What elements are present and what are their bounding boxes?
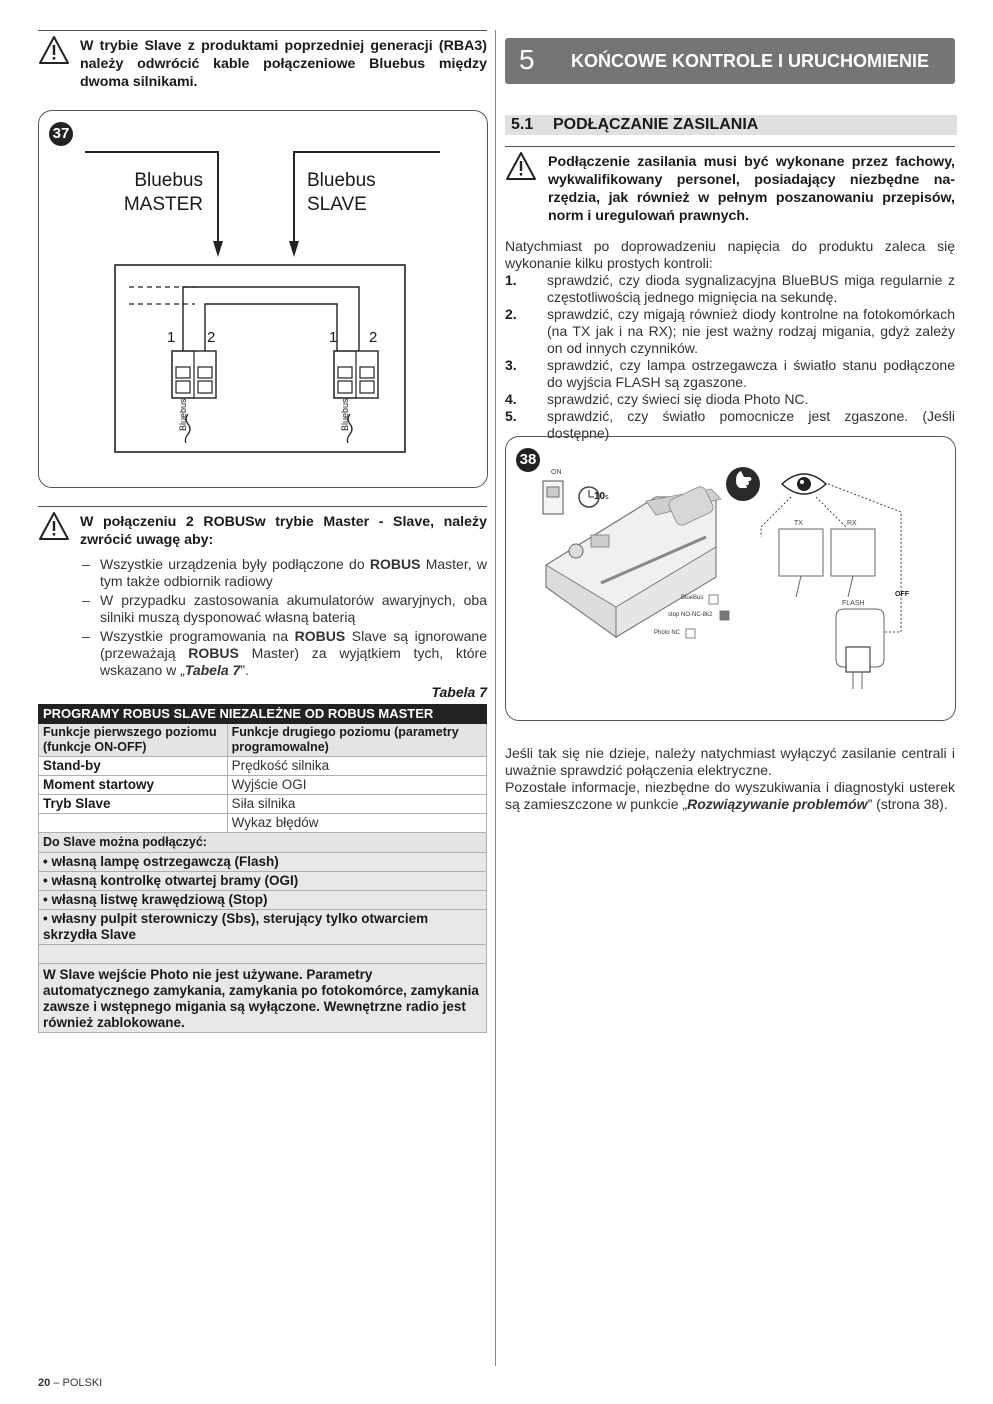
rx-label: RX [847, 520, 857, 527]
table-row: Stand-by Prędkość silnika [39, 757, 487, 776]
warning-qualified-personnel-text: Podłączenie zasilania musi być wykonane przez fachowy, wykwalifikowany personel, posiadający niezbędne narzędzia, jak również w pełnym poszanowaniu przepisów, norm i uregulowań prawnych. [548, 154, 955, 224]
warning-master-slave [38, 506, 487, 549]
column-divider [495, 30, 496, 1366]
list-item: 3. sprawdzić, czy lampa ostrzegawcza i światło stanu podłączone do wyjścia FLASH są zgaszone. [505, 357, 955, 390]
subsection-title: PODŁĄCZANIE ZASILANIA [553, 116, 759, 133]
section-header [505, 38, 955, 84]
table-footer-note: W Slave wejście Photo nie jest używane. Parametry automatycznego zamykania, zamykania po fotokomórce, zamykania zawsze i wstępnego migania są wyłączone. Wewnętrzne radio jest również zablokowane. [39, 964, 487, 1033]
terminal-label-1: 1 [167, 329, 176, 346]
table-connect-header: Do Slave można podłączyć: [39, 833, 487, 853]
page-footer [38, 1377, 102, 1389]
list-item: 5. sprawdzić, czy światło pomocnicze jest zgaszone. (Jeśli dostępne) [505, 408, 955, 441]
table-row: • własną lampę ostrzegawczą (Flash) [39, 853, 487, 872]
bluebus-terminal-label: Bluebus [178, 398, 188, 431]
terminal-label-2: 2 [369, 329, 378, 346]
subsection-number: 5.1 [511, 116, 534, 133]
warning-icon [505, 151, 537, 181]
flash-label: FLASH [842, 600, 865, 607]
power-on-check-illustration [506, 437, 955, 720]
intro-paragraph: Natychmiast po doprowadzeniu napięcia do produktu zaleca się wykonanie kilku prostych kontroli: [505, 238, 955, 271]
troubleshooting-reference: Pozostałe informacje, niezbędne do wyszukiwania i diagnostyki usterek są zamieszczone w punkcie „Rozwiązywanie problemów” (strona 38). [505, 779, 955, 812]
label-bluebus-master: Bluebus MASTER [123, 170, 203, 215]
table-row: Moment startowy Wyjście OGI [39, 776, 487, 795]
label-bluebus-slave: Bluebus SLAVE [307, 170, 376, 215]
page-number: 20 [38, 1377, 51, 1389]
warning-icon [38, 511, 70, 541]
stop-led-label: stop NO-NC-8k2 [668, 612, 713, 618]
column-header: Funkcje pierwszego poziomu (funkcje ON-OFF) [39, 724, 228, 757]
tx-label: TX [794, 520, 803, 527]
warning-qualified-personnel [505, 146, 955, 229]
subsection-header [505, 115, 957, 135]
master-slave-requirements-list [78, 556, 487, 681]
figure-badge: 38 [516, 448, 540, 472]
bluebus-led-label: BlueBus [681, 595, 704, 601]
table-7 [38, 704, 487, 1033]
table-row: • własną listwę krawędziową (Stop) [39, 891, 487, 910]
warning-icon [38, 35, 70, 65]
section-number: 5 [519, 44, 535, 75]
list-item: – Wszystkie programowania na ROBUS Slave są ignorowane (przeważają ROBUS Master) za wyjątkiem tych, które wskazano w „Tabela 7”. [82, 628, 488, 678]
table-column-headers [39, 724, 487, 757]
list-item: – W przypadku zastosowania akumulatorów awaryjnych, oba silniki muszą dysponować własną baterią [82, 592, 487, 625]
off-label: OFF [895, 591, 909, 598]
bluebus-wiring-diagram [39, 111, 487, 487]
terminal-label-2: 2 [207, 329, 216, 346]
table-row: • własną kontrolkę otwartej bramy (OGI) [39, 872, 487, 891]
column-header: Funkcje drugiego poziomu (parametry programowalne) [227, 724, 486, 757]
table-row: Wykaz błędów [39, 814, 487, 833]
footer-language: – POLSKI [50, 1377, 103, 1389]
checks-list [505, 272, 955, 442]
timer-label: 10s [594, 491, 609, 502]
list-item: 2. sprawdzić, czy migają również diody kontrolne na fotokomórkach (na TX jak i na RX); nie jest ważny rodzaj migania, gdyż zależy on od innych czynników. [505, 306, 955, 356]
warning-master-slave-text: W połączeniu 2 ROBUSw trybie Master - Slave, należy zwrócić uwagę aby: [80, 514, 487, 548]
figure-38 [505, 436, 956, 721]
table-row: Tryb Slave Siła silnika [39, 795, 487, 814]
warning-rba3-text: W trybie Slave z produktami poprzedniej generacji (RBA3) należy odwrócić kable połączeniowe Bluebus między dwoma silnikami. [80, 38, 487, 90]
bluebus-terminal-label: Bluebus [340, 398, 350, 431]
figure-37 [38, 110, 488, 488]
table-spacer-row [39, 945, 487, 964]
table-caption: Tabela 7 [431, 684, 487, 700]
failure-instruction: Jeśli tak się nie dzieje, należy natychmiast wyłączyć zasilanie centrali i uważnie sprawdzić połączenia elektryczne. [505, 745, 955, 778]
list-item: – Wszystkie urządzenia były podłączone do ROBUS Master, w tym także odbiornik radiowy [82, 556, 487, 589]
warning-rba3 [38, 30, 487, 93]
table-header-row: PROGRAMY ROBUS SLAVE NIEZALEŻNE OD ROBUS MASTER [39, 705, 487, 724]
breaker-on-label: ON [551, 469, 562, 476]
table-row: • własny pulpit sterowniczy (Sbs), sterujący tylko otwarciem skrzydła Slave [39, 910, 487, 945]
section-title: KOŃCOWE KONTROLE I URUCHOMIENIE [571, 51, 929, 71]
list-item: 1. sprawdzić, czy dioda sygnalizacyjna BlueBUS miga regularnie z częstotliwością jednego mignięcia na sekundę. [505, 272, 955, 305]
figure-badge: 37 [49, 122, 73, 146]
list-item: 4. sprawdzić, czy świeci się dioda Photo NC. [505, 391, 809, 407]
photo-led-label: Photo NC [654, 630, 681, 636]
terminal-label-1: 1 [329, 329, 338, 346]
